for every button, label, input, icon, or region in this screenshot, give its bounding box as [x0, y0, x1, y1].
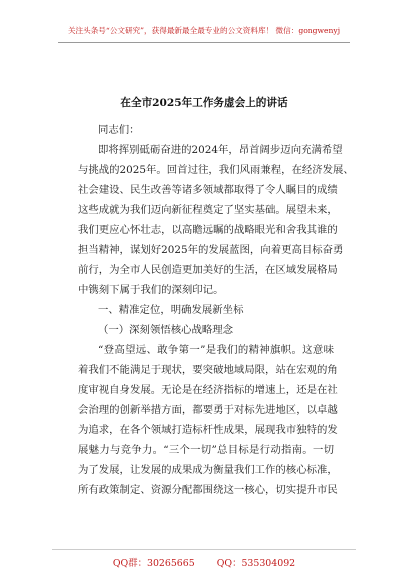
body-line: 会治理的创新举措方面，都要勇于对标先进地区，以卓越 — [78, 404, 338, 416]
body-line: 为了发展，让发展的成果成为衡量我们工作的核心标准， — [78, 464, 338, 476]
body-line: 中镌刻下属于我们的深刻印记。 — [78, 284, 224, 296]
body-line: 这些成就为我们迈向新征程奠定了坚实基础。展望未来， — [78, 204, 338, 216]
body-line: 即将挥别砥砺奋进的2024年，昂首阔步迈向充满希望 — [98, 144, 343, 156]
salutation-line: 同志们： — [98, 124, 140, 136]
body-line: 所有政策制定、资源分配都围绕这一核心，切实提升市民 — [78, 484, 338, 496]
body-line: 展魅力与竞争力。“三个一切”总目标是行动指南。一切 — [78, 444, 334, 456]
body-line: 着我们不能满足于现状，要突破地域局限，站在宏观的角 — [78, 364, 338, 376]
footer-contact — [0, 555, 408, 569]
footer-divider — [52, 549, 356, 550]
body-line: 前行，为全市人民创造更加美好的生活，在区域发展格局 — [78, 264, 338, 276]
header-banner: 关注头条号“公文研究”，获得最新最全最专业的公文资料库！ 微信：gongwenyj — [67, 26, 341, 35]
footer-qq-group: QQ群：30265665 — [112, 558, 195, 569]
body-line: 为追求，在各个领域打造标杆性成果，展现我市独特的发 — [78, 424, 338, 436]
body-line: 担当精神，谋划好2025年的发展蓝图，向着更高目标奋勇 — [78, 244, 344, 256]
header-divider — [58, 42, 350, 43]
body-line: 社会建设、民生改善等诸多领域都取得了令人瞩目的成绩 — [78, 184, 338, 196]
body-line: 与挑战的2025年。回首过往，我们风雨兼程，在经济发展、 — [78, 164, 354, 176]
document-title: 在全市2025年工作务虚会上的讲话 — [120, 97, 288, 109]
subsection-heading: （一）深刻领悟核心战略理念 — [98, 324, 234, 336]
footer-qq-contact: QQ：535304092 — [216, 558, 296, 569]
section-heading: 一、精准定位，明确发展新坐标 — [98, 304, 244, 316]
body-line: 我们更应心怀壮志，以高瞻远瞩的战略眼光和舍我其谁的 — [78, 224, 338, 236]
body-line: 度审视自身发展。无论是在经济指标的增速上，还是在社 — [78, 384, 338, 396]
body-line: “登高望远、敢争第一”是我们的精神旗帜。这意味 — [98, 344, 334, 356]
